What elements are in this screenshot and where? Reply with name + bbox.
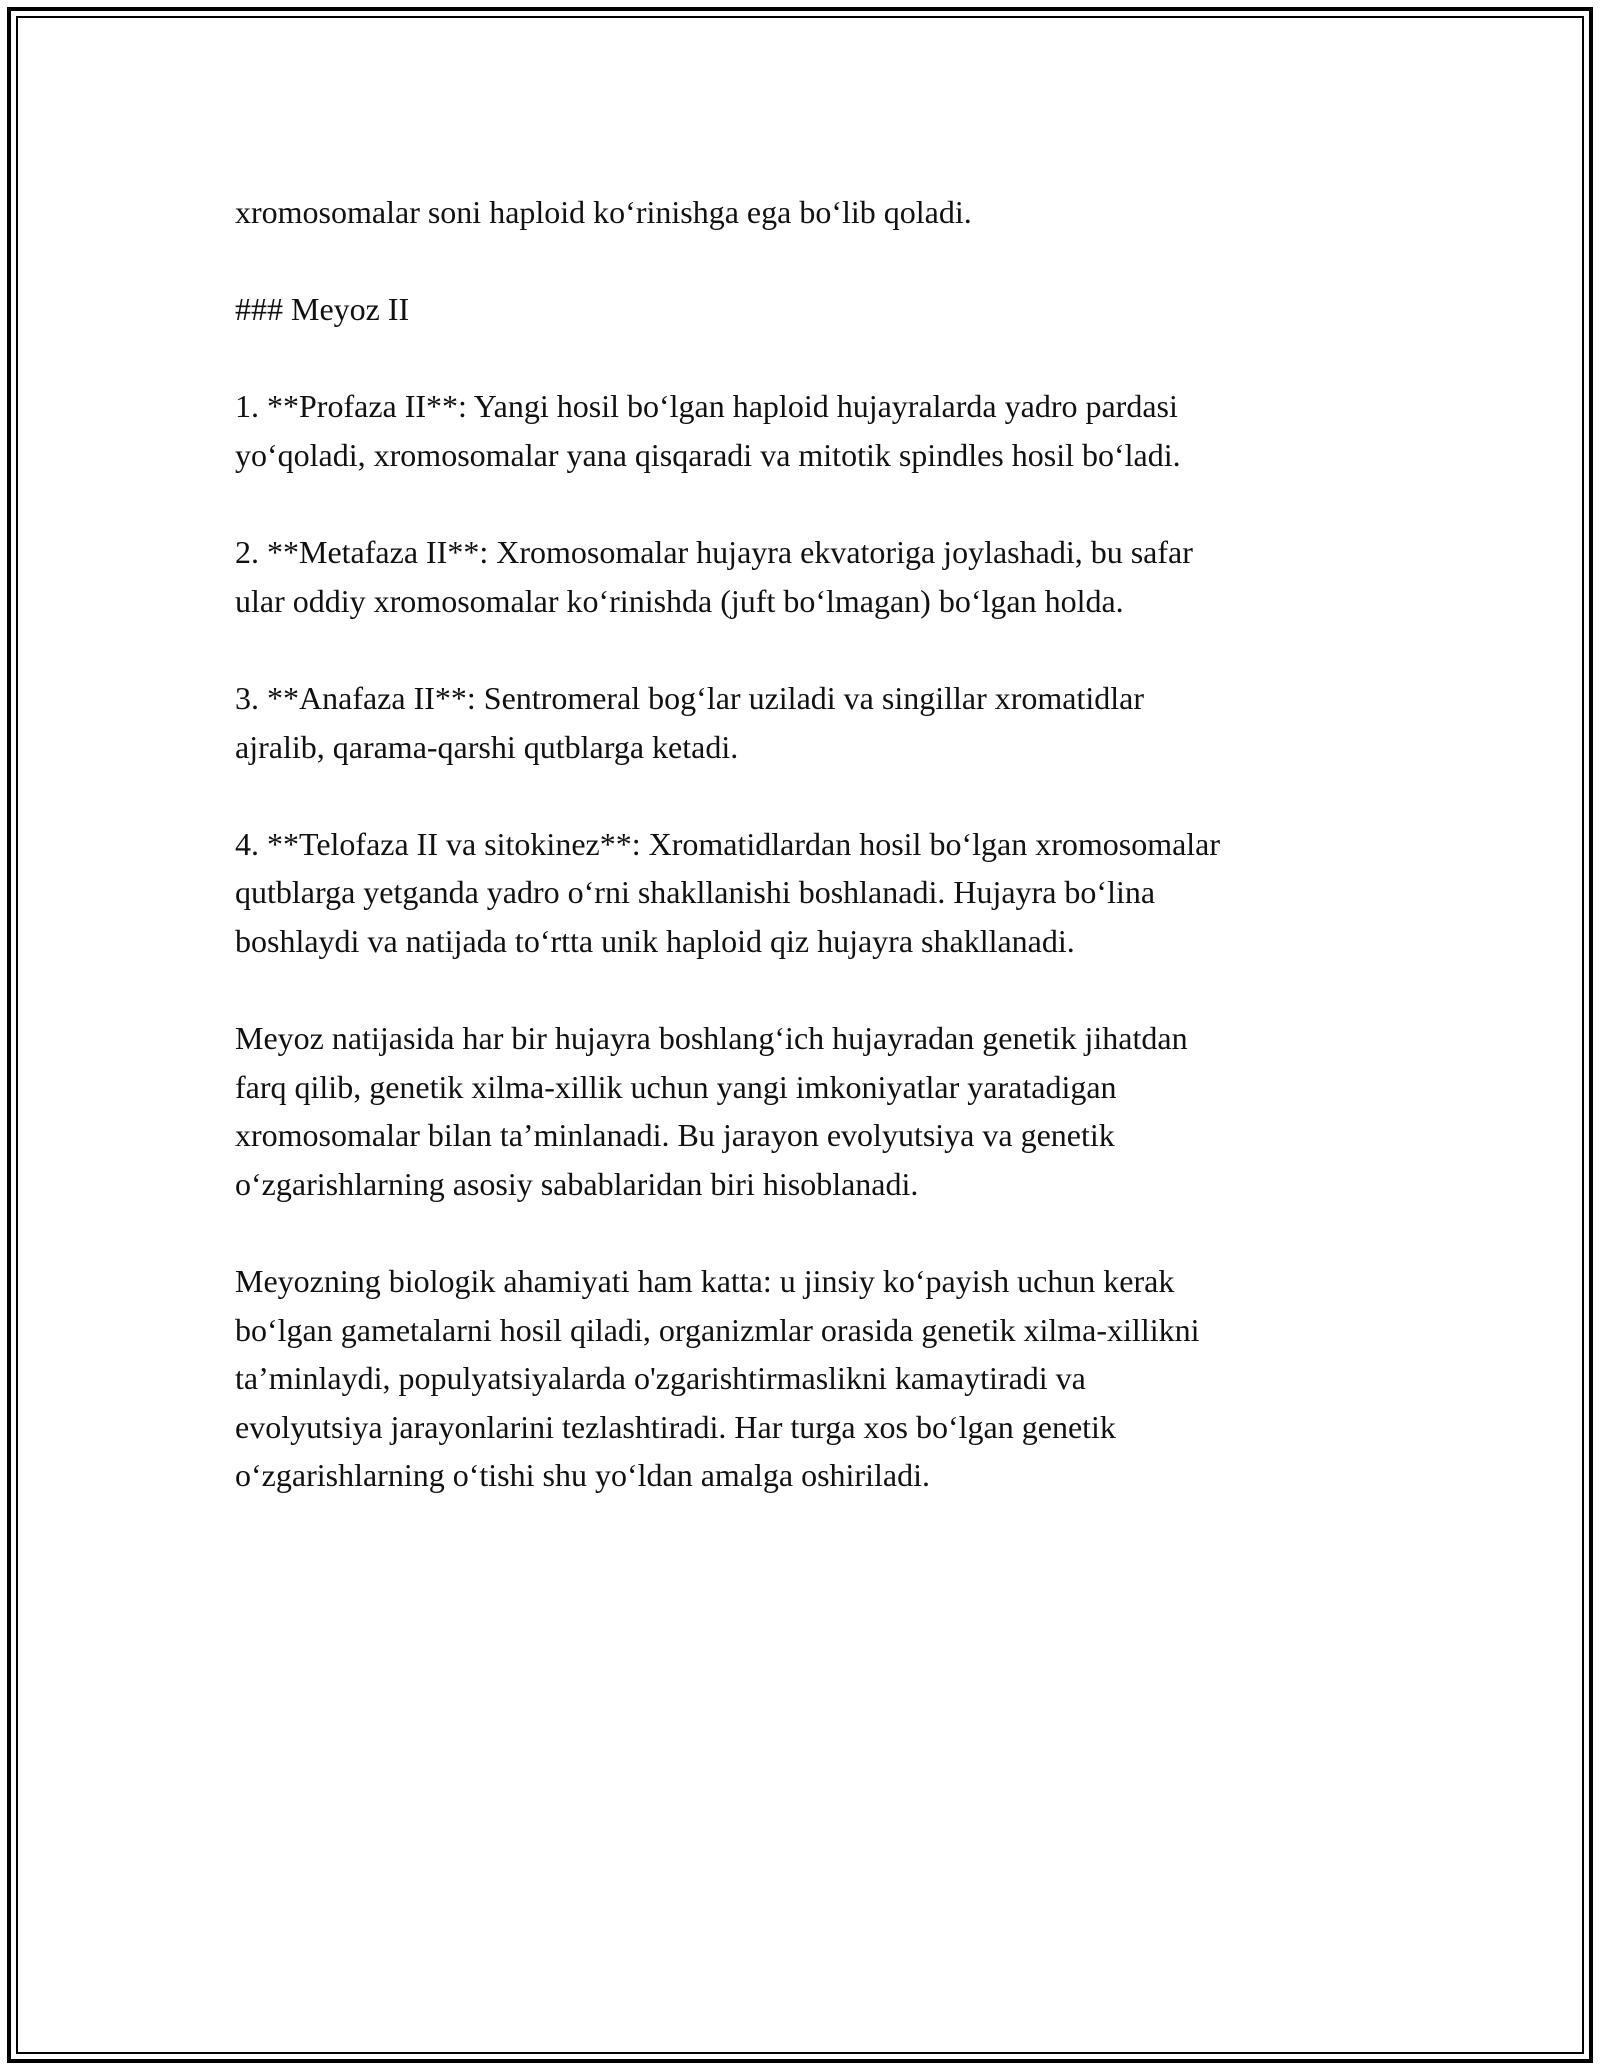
- list-item-profaza: 1. **Profaza II**: Yangi hosil bo‘lgan haploid hujayralarda yadro pardasi yo‘qoladi, xromosomalar yana qisqaradi va mitotik spindles hosil bo‘ladi.: [235, 388, 1181, 473]
- list-item-metafaza: 2. **Metafaza II**: Xromosomalar hujayra ekvatoriga joylashadi, bu safar ular oddiy xromosomalar ko‘rinishda (juft bo‘lmagan) bo‘lgan holda.: [235, 534, 1193, 619]
- section-heading: ### Meyoz II: [235, 291, 410, 328]
- document-body: [235, 188, 1385, 1500]
- list-item-telofaza: 4. **Telofaza II va sitokinez**: Xromatidlardan hosil bo‘lgan xromosomalar qutblarga yetganda yadro o‘rni shakllanishi boshlanadi. Hujayra bo‘lina boshlaydi va natijada to‘rtta unik haploid qiz hujayra shakllanadi.: [235, 825, 1221, 959]
- paragraph-continuation: xromosomalar soni haploid ko‘rinishga ega bo‘lib qoladi.: [235, 194, 972, 230]
- list-item-anafaza: 3. **Anafaza II**: Sentromeral bog‘lar uziladi va singillar xromatidlar ajralib, qarama-qarshi qutblarga ketadi.: [235, 679, 1145, 765]
- paragraph-biological-significance: Meyozning biologik ahamiyati ham katta: u jinsiy ko‘payish uchun kerak bo‘lgan gametalarni hosil qiladi, organizmlar orasida genetik xilma-xillikni ta’minlaydi, populyatsiyalarda o'zgarishtirmaslikni kamaytiradi va evolyutsiya jarayonlarini tezlashtiradi. Har turga xos bo‘lgan genetik o‘zgarishlarning o‘tishi shu yo‘ldan amalga oshiriladi.: [235, 1263, 1200, 1494]
- paragraph-meyoz-result: Meyoz natijasida har bir hujayra boshlang‘ich hujayradan genetik jihatdan farq qilib, genetik xilma-xillik uchun yangi imkoniyatlar yaratadigan xromosomalar bilan ta’minlanadi. Bu jarayon evolyutsiya va genetik o‘zgarishlarning asosiy sabablaridan biri hisoblanadi.: [235, 1020, 1188, 1202]
